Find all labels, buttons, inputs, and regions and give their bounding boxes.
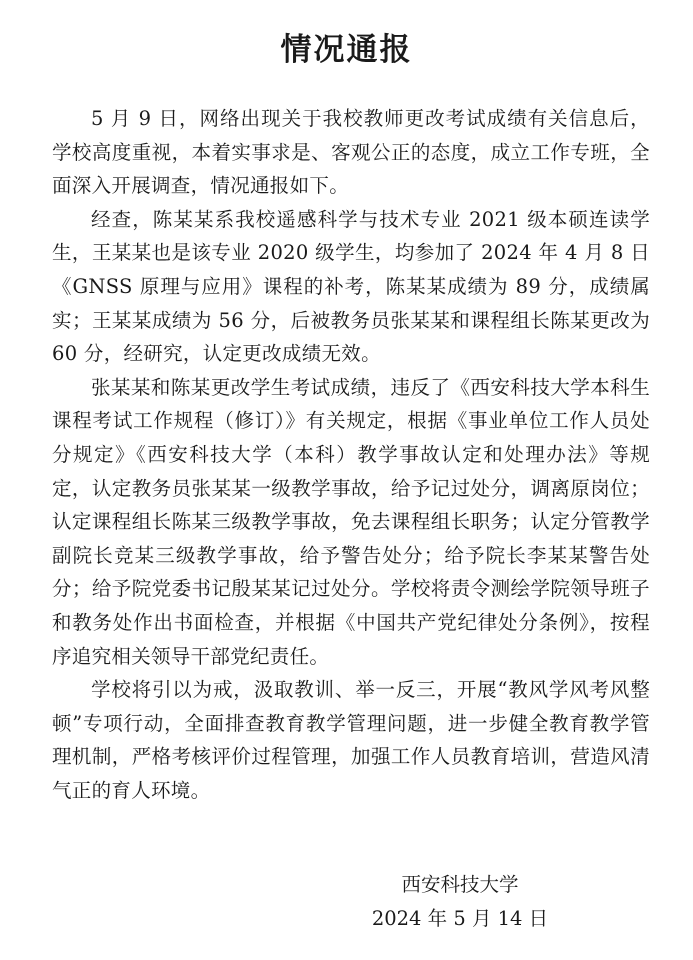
- notice-body: [52, 102, 650, 807]
- signature-organization: 西安科技大学: [401, 873, 519, 896]
- notice-title: 情况通报: [280, 32, 413, 68]
- paragraph-3: 张某某和陈某更改学生考试成绩，违反了《西安科技大学本科生课程考试工作规程（修订）》有关规定，根据《事业单位工作人员处分规定》《西安科技大学（本科）教学事故认定和处理办法》等规定，认定教务员张某某一级教学事故，给予记过处分，调离原岗位；认定课程组长陈某三级教学事故，免去课程组长职务；认定分管教学副院长竞某三级教学事故，给予警告处分；给予院长李某某警告处分；给予院党委书记殷某某记过处分。学校将责令测绘学院领导班子和教务处作出书面检查，并根据《中国共产党纪律处分条例》，按程序追究相关领导干部党纪责任。: [52, 375, 650, 668]
- paragraph-2: 经查，陈某某系我校遥感科学与技术专业 2021 级本硕连读学生，王某某也是该专业 2020 级学生，均参加了 2024 年 4 月 8 日《GNSS 原理与应用》课程的补考，陈某某成绩为 89 分，成绩属实；王某某成绩为 56 分，后被教务员张某某和课程组长陈某更改为 60 分，经研究，认定更改成绩无效。: [52, 207, 650, 366]
- paragraph-1: 5 月 9 日，网络出现关于我校教师更改考试成绩有关信息后，学校高度重视，本着实事求是、客观公正的态度，成立工作专班，全面深入开展调查，情况通报如下。: [52, 107, 650, 198]
- paragraph-4: 学校将引以为戒，汲取教训、举一反三，开展“教风学风考风整顿”专项行动，全面排查教育教学管理问题，进一步健全教育教学管理机制，严格考核评价过程管理，加强工作人员教育培训，营造风清气正的育人环境。: [52, 678, 650, 802]
- signature-date: 2024 年 5 月 14 日: [371, 907, 549, 930]
- signature-block: [340, 868, 580, 936]
